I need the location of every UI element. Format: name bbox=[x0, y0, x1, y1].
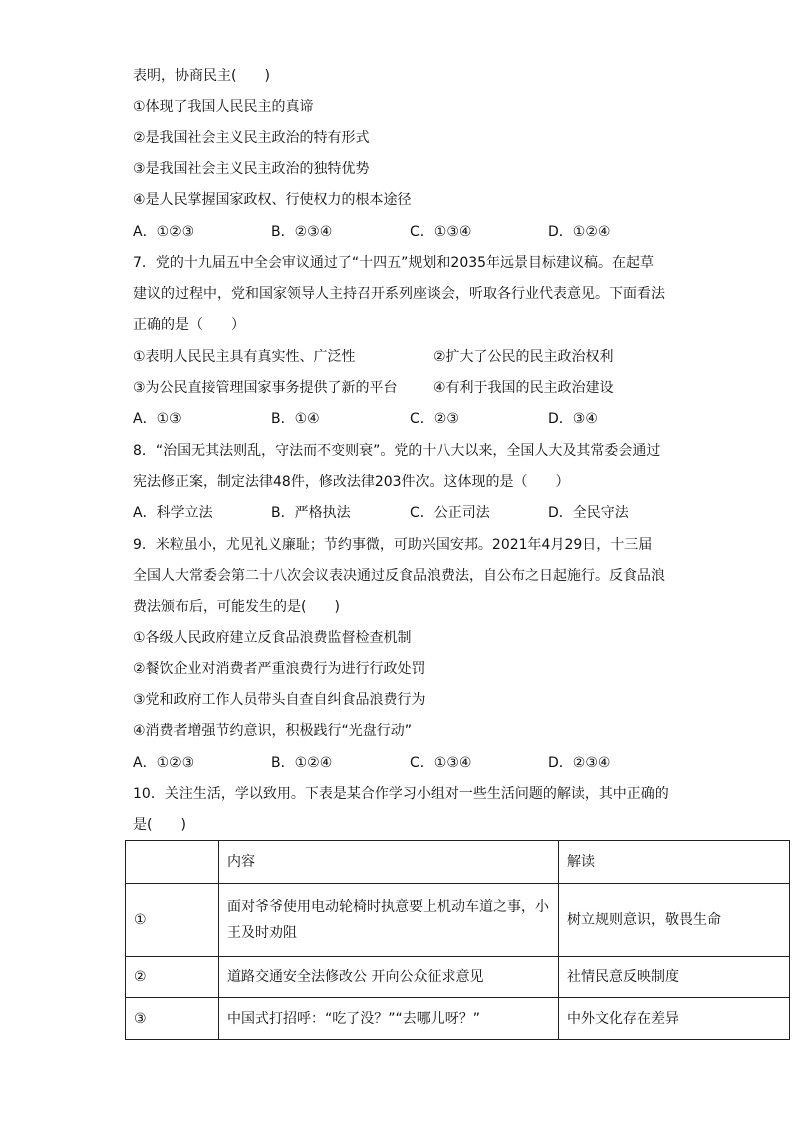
table-header-number bbox=[126, 841, 219, 884]
q9-stem-line-3: 费法颁布后，可能发生的是( ) bbox=[133, 599, 340, 615]
q10-stem-line-2: 是( ) bbox=[133, 817, 186, 833]
q8-option-b: B．严格执法 bbox=[271, 505, 351, 521]
q7-item-3: ③为公民直接管理国家事务提供了新的平台 bbox=[133, 380, 398, 396]
q7-option-c: C．②③ bbox=[410, 411, 459, 427]
q9-option-c: C．①③④ bbox=[410, 755, 472, 771]
row-interpretation: 社情民意反映制度 bbox=[559, 957, 790, 998]
table-row bbox=[126, 884, 790, 957]
q8-stem-line-2: 宪法修正案，制定法律48件，修改法律203件次。这体现的是（ ） bbox=[133, 474, 570, 490]
table-header-content: 内容 bbox=[219, 841, 559, 884]
row-content-line: 面对爷爷使用电动轮椅时执意要上机动车道之事，小 bbox=[227, 899, 549, 915]
q7-option-b: B．①④ bbox=[271, 411, 320, 427]
table-header-interpretation: 解读 bbox=[559, 841, 790, 884]
q10-stem-line-1: 10．关注生活，学以致用。下表是某合作学习小组对一些生活问题的解读，其中正确的 bbox=[133, 786, 669, 802]
interpretation-table bbox=[125, 840, 790, 1040]
row-number: ③ bbox=[126, 998, 219, 1040]
q9-item-3: ③党和政府工作人员带头自查自纠食品浪费行为 bbox=[133, 692, 426, 708]
q7-item-1: ①表明人民民主具有真实性、广泛性 bbox=[133, 349, 356, 365]
q6-option-d: D．①②④ bbox=[548, 224, 611, 240]
q9-item-4: ④消费者增强节约意识，积极践行“光盘行动” bbox=[133, 723, 413, 739]
row-interpretation: 树立规则意识，敬畏生命 bbox=[559, 884, 790, 957]
q7-item-4: ④有利于我国的民主政治建设 bbox=[433, 380, 614, 396]
table-row bbox=[126, 957, 790, 998]
q7-stem-line-1: 7．党的十九届五中全会审议通过了“十四五”规划和2035年远景目标建议稿。在起草 bbox=[133, 255, 655, 271]
q6-item-2: ②是我国社会主义民主政治的特有形式 bbox=[133, 130, 370, 146]
q9-option-a: A．①②③ bbox=[133, 755, 195, 771]
row-content: 中国式打招呼：“吃了没？”“去哪儿呀？” bbox=[219, 998, 559, 1040]
q9-stem-line-2: 全国人大常委会第二十八次会议表决通过反食品浪费法，自公布之日起施行。反食品浪 bbox=[133, 568, 665, 584]
q8-option-a: A．科学立法 bbox=[133, 505, 213, 521]
q8-stem-line-1: 8．“治国无其法则乱，守法而不变则衰”。党的十八大以来，全国人大及其常委会通过 bbox=[133, 443, 661, 459]
q6-option-b: B．②③④ bbox=[271, 224, 333, 240]
q7-option-d: D．③④ bbox=[548, 411, 598, 427]
q9-item-1: ①各级人民政府建立反食品浪费监督检查机制 bbox=[133, 630, 412, 646]
q9-option-d: D．②③④ bbox=[548, 755, 611, 771]
row-content-line: 王及时劝阻 bbox=[227, 925, 297, 941]
q9-item-2: ②餐饮企业对消费者严重浪费行为进行行政处罚 bbox=[133, 661, 426, 677]
q6-item-3: ③是我国社会主义民主政治的独特优势 bbox=[133, 161, 370, 177]
q6-item-4: ④是人民掌握国家政权、行使权力的根本途径 bbox=[133, 192, 412, 208]
q6-item-1: ①体现了我国人民民主的真谛 bbox=[133, 99, 314, 115]
table-row bbox=[126, 998, 790, 1040]
q6-option-a: A．①②③ bbox=[133, 224, 195, 240]
q6-stem-tail: 表明，协商民主( ) bbox=[133, 68, 270, 84]
row-number: ① bbox=[126, 884, 219, 957]
q7-option-a: A．①③ bbox=[133, 411, 182, 427]
row-content bbox=[219, 884, 559, 957]
q7-stem-line-3: 正确的是（ ） bbox=[133, 317, 245, 333]
row-interpretation: 中外文化存在差异 bbox=[559, 998, 790, 1040]
q7-stem-line-2: 建议的过程中，党和国家领导人主持召开系列座谈会，听取各行业代表意见。下面看法 bbox=[133, 286, 665, 302]
q9-option-b: B．①②④ bbox=[271, 755, 333, 771]
q6-option-c: C．①③④ bbox=[410, 224, 472, 240]
q8-option-d: D．全民守法 bbox=[548, 505, 629, 521]
q8-option-c: C．公正司法 bbox=[410, 505, 490, 521]
row-number: ② bbox=[126, 957, 219, 998]
q9-stem-line-1: 9．米粒虽小，尤见礼义廉耻；节约事微，可助兴国安邦。2021年4月29日，十三届 bbox=[133, 537, 653, 553]
table-header-row bbox=[126, 841, 790, 884]
q7-item-2: ②扩大了公民的民主政治权利 bbox=[433, 349, 614, 365]
row-content: 道路交通安全法修改公 开向公众征求意见 bbox=[219, 957, 559, 998]
